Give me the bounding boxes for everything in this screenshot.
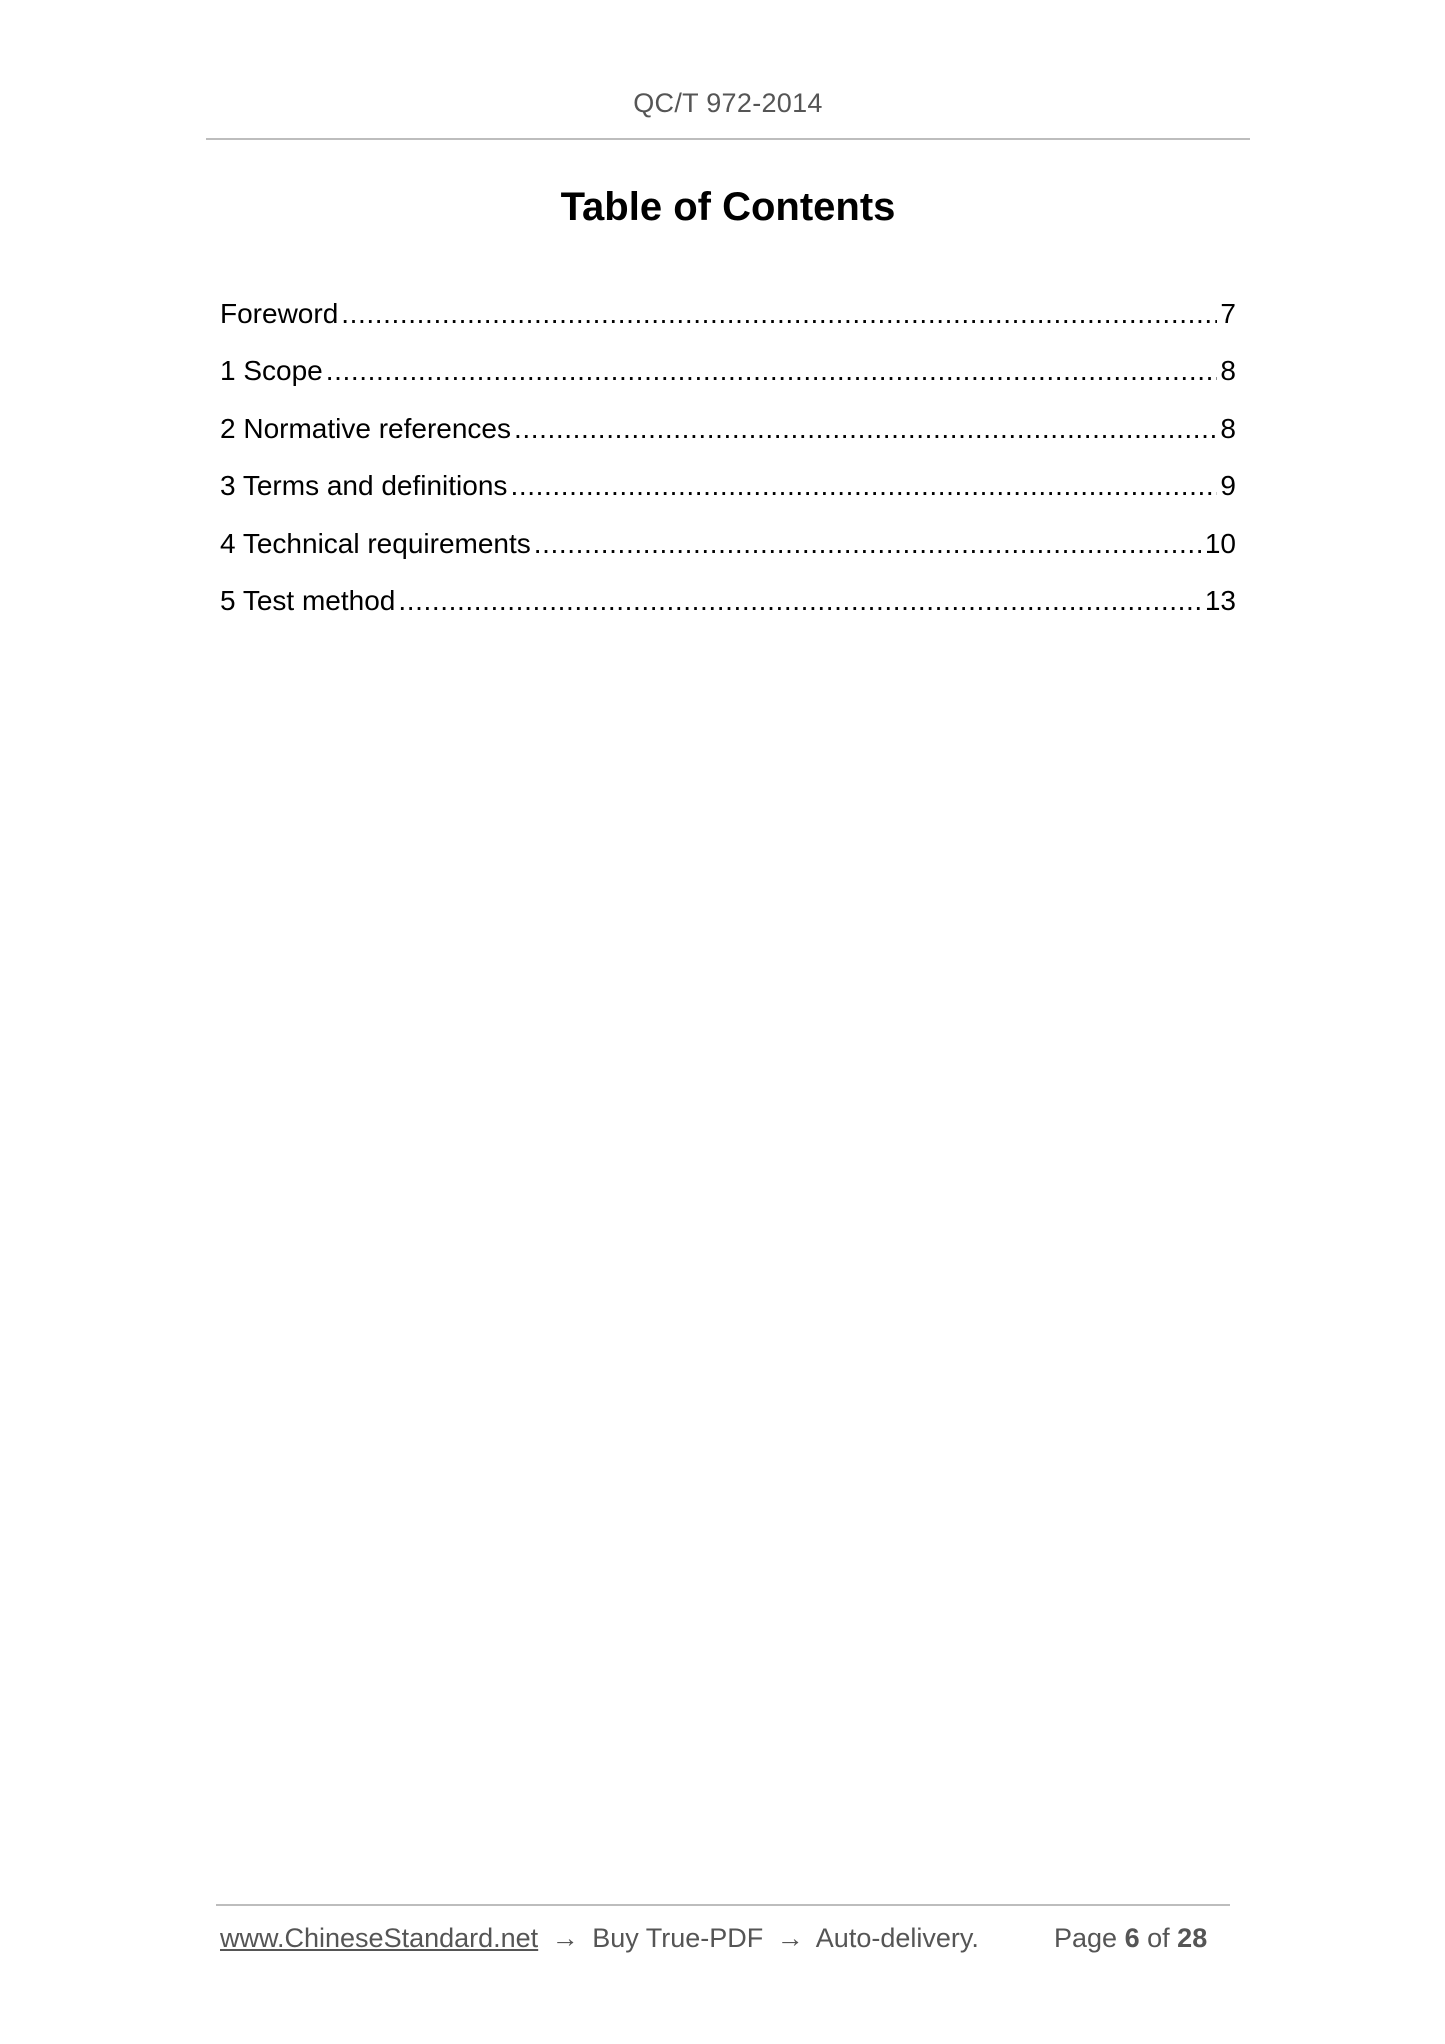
toc-dot-leader: [534, 523, 1202, 565]
footer-divider: [216, 1904, 1230, 1906]
total-page-count: 28: [1177, 1923, 1208, 1953]
toc-entry-label: 1 Scope: [220, 355, 323, 387]
toc-entry-label: 3 Terms and definitions: [220, 470, 508, 502]
toc-dot-leader: [341, 293, 1217, 335]
page-number: [1054, 1923, 1207, 1954]
toc-entry-normative-references[interactable]: [220, 408, 1236, 465]
toc-dot-leader: [510, 465, 1217, 507]
right-arrow-icon: →: [776, 1923, 804, 1953]
toc-entry-page: 9: [1220, 470, 1236, 502]
toc-title: Table of Contents: [560, 185, 896, 229]
toc-entry-page: 8: [1220, 355, 1236, 387]
toc-dot-leader: [398, 580, 1201, 622]
toc-entry-page: 13: [1204, 584, 1236, 616]
toc-entry-foreword[interactable]: [220, 293, 1236, 350]
toc-entry-page: 10: [1204, 527, 1236, 559]
toc-entry-label: 4 Technical requirements: [220, 527, 531, 559]
header-divider: [206, 138, 1250, 140]
toc-entry-label: Foreword: [220, 298, 339, 329]
buy-true-pdf-text: Buy True-PDF: [592, 1923, 764, 1953]
toc-entry-scope[interactable]: [220, 350, 1236, 407]
right-arrow-icon: →: [551, 1923, 579, 1953]
toc-entry-technical-requirements[interactable]: [220, 523, 1236, 580]
toc-entry-test-method[interactable]: [220, 580, 1236, 637]
toc-entry-label: 2 Normative references: [220, 412, 512, 444]
toc-entry-page: 8: [1220, 412, 1236, 444]
of-word: of: [1147, 1923, 1170, 1953]
toc-entry-page: 7: [1220, 298, 1236, 329]
page-word: Page: [1054, 1923, 1118, 1953]
standard-code-header: QC/T 972-2014: [633, 88, 823, 118]
toc-dot-leader: [326, 350, 1218, 392]
auto-delivery-text: Auto-delivery.: [815, 1923, 979, 1953]
toc-dot-leader: [514, 408, 1217, 450]
toc-entry-label: 5 Test method: [220, 584, 396, 616]
toc-list: [220, 293, 1236, 637]
website-link[interactable]: www.ChineseStandard.net: [220, 1923, 539, 1953]
current-page-number: 6: [1124, 1923, 1140, 1953]
footer-promo: [220, 1923, 979, 1954]
toc-entry-terms-and-definitions[interactable]: [220, 465, 1236, 522]
